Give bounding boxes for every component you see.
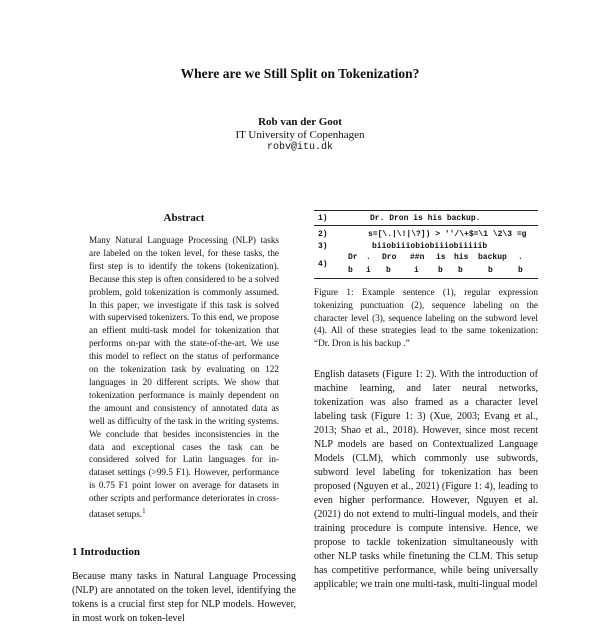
figure-subword-label: b	[386, 266, 391, 275]
figure-rule-top	[314, 210, 538, 211]
figure-subword-token: his	[454, 253, 469, 262]
abstract-body	[89, 234, 279, 521]
figure-subword-token: backup	[478, 253, 507, 262]
abstract-text: Many Natural Language Processing (NLP) tasks are labeled on the token level, for these tasks, the first step is to identify the tokens (tokenization). Because this step is often considered to be a solved problem, gold tokenization is commonly assumed. In this paper, we investigate if this task is solved with supervised tokenizers. To this end, we propose an effient multi-task model for tokenization that performs on-par with the state-of-the-art. We use this model to reflect on the status of performance on the tokenization task by evaluating on 122 languages in 20 different scripts. We show that tokenization performance is mainly dependent on the amount and consistency of annotated data as well as difficulty of the task in the writing systems. We conclude that besides inconsistencies in the data and exceptional cases the task can be considered solved for Latin languages for in-dataset settings (>99.5 F1). However, performance is 0.75 F1 point lower on average for datasets in other scripts and performance deteriorates in cross-dataset setups.	[89, 235, 279, 520]
figure-row-number: 3)	[318, 242, 328, 251]
figure-subword-label: b	[458, 266, 463, 275]
figure-subword-label: b	[348, 266, 353, 275]
author-name: Rob van der Goot	[258, 116, 342, 128]
figure-row-number: 2)	[318, 230, 328, 239]
figure-subword-label: i	[366, 266, 371, 275]
section-heading-introduction: 1 Introduction	[72, 546, 140, 558]
author-email[interactable]: robv@itu.dk	[266, 142, 333, 153]
paper-title: Where are we Still Split on Tokenization?	[180, 66, 420, 81]
right-column-body: English datasets (Figure 1: 2). With the introduction of machine learning, and later neural networks, tokenization was also framed as a character level labeling task (Figure 1: 3) (Xue, 2003; Evang et al., 2013; Shao et al., 2018). However, since most recent NLP models are based on Contextualized Language Models (CLM), which commonly use subwords, subword level labeling for tokenization has been proposed (Nguyen et al., 2021) (Figure 1: 4), leading to even higher performance. However, Nguyen et al. (2021) do not extend to multi-lingual models, and their training procedure is compute intensive. Hence, we propose to tackle tokenization simultaneously with other NLP tasks while finetuning the CLM. This setup has competitive performance, while being universally applicable; we train one multi-task, multi-lingual model	[314, 369, 538, 590]
figure-subword-token: Dr	[348, 253, 358, 262]
figure-subword-token: is	[436, 253, 446, 262]
figure-rule-bottom	[314, 278, 538, 279]
figure-subword-token: .	[518, 253, 523, 262]
figure-rule-middle	[314, 225, 538, 226]
figure-subword-label: i	[414, 266, 419, 275]
figure-char-labels: biiobiiiobiobiiiobiiiiib	[372, 242, 488, 251]
figure-subword-label: b	[438, 266, 443, 275]
figure-row-number: 1)	[318, 214, 328, 223]
figure-subword-token: ##n	[410, 253, 425, 262]
figure-regex: s=[\.|\!|\?]) > ''/\+$=\1 \2\3 =g	[368, 230, 527, 239]
figure-subword-label: b	[488, 266, 493, 275]
figure-subword-label: b	[518, 266, 523, 275]
figure-subword-token: Dro	[382, 253, 397, 262]
footnote-mark: 1	[142, 507, 146, 516]
abstract-heading: Abstract	[163, 212, 205, 224]
introduction-body: Because many tasks in Natural Language Processing (NLP) are annotated on the token level, identifying the tokens is a crucial first step for NLP models. However, in most work on token-level	[72, 571, 296, 624]
author-affiliation: IT University of Copenhagen	[235, 129, 365, 141]
figure-subword-token: .	[366, 253, 371, 262]
figure-caption: Figure 1: Example sentence (1), regular expression tokenizing punctuation (2), sequence labeling on the character level (3), sequence labeling on the subword level (4). All of these strategies lead to the same tokenization: “Dr. Dron is his backup .”	[314, 287, 538, 349]
figure-row-number: 4)	[318, 260, 328, 269]
figure-example-sentence: Dr. Dron is his backup.	[370, 214, 481, 223]
